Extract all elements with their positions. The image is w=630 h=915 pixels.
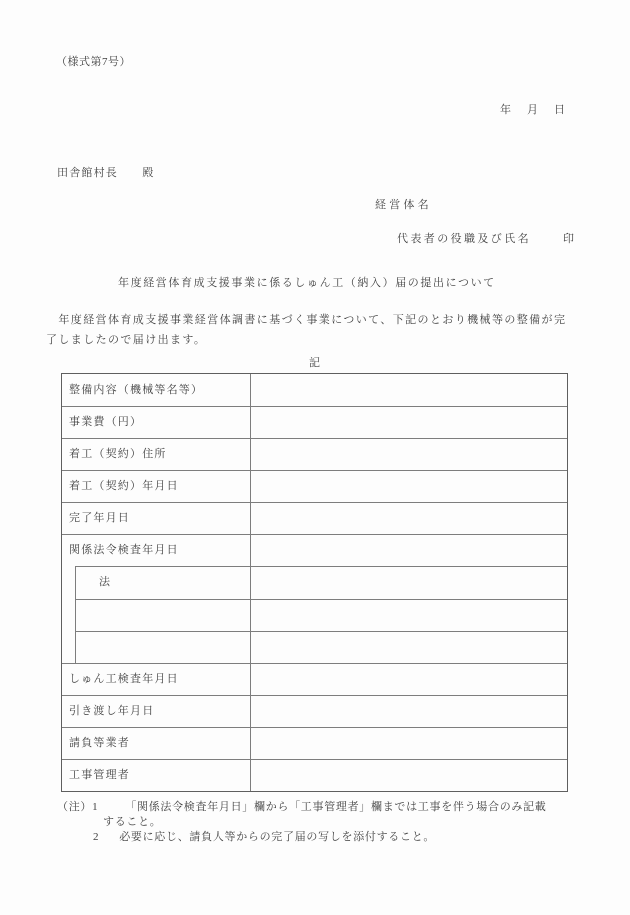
representative-label: 代表者の役職及び氏名 xyxy=(397,233,531,245)
table-row-label: 完了年月日 xyxy=(69,512,130,525)
body-paragraph xyxy=(46,310,572,350)
table-value-cell xyxy=(251,470,567,502)
note-line-2: すること。 xyxy=(103,816,162,828)
nested-section-border xyxy=(75,566,76,662)
entity-name-label: 経営体名 xyxy=(375,199,432,211)
table-value-cell xyxy=(251,438,567,470)
table-value-cell xyxy=(251,599,567,631)
table-row-label: 関係法令検査年月日 xyxy=(69,544,179,557)
body-line-1: 年度経営体育成支援事業経営体調書に基づく事業について、下記のとおり機械等の整備が完 xyxy=(46,314,567,326)
table-row-label: 事業費（円） xyxy=(69,416,143,429)
note-item1-number: 1 xyxy=(92,801,99,813)
table-value-cell xyxy=(251,663,567,695)
table-row-label: 請負等業者 xyxy=(69,736,130,749)
document-title: 年度経営体育成支援事業に係るしゅん工（納入）届の提出について xyxy=(118,277,496,289)
completion-report-table xyxy=(61,373,568,792)
table-row-label: しゅん工検査年月日 xyxy=(69,672,179,685)
table-value-cell xyxy=(251,759,567,791)
table-value-cell xyxy=(251,374,567,406)
table-row-label: 工事管理者 xyxy=(69,768,130,781)
table-row-label: 引き渡し年月日 xyxy=(69,704,155,717)
date-line: 年 月 日 xyxy=(500,104,568,116)
table-value-cell xyxy=(251,534,567,566)
note-item2-text: 必要に応じ、請負人等からの完了届の写しを添付すること。 xyxy=(119,831,436,843)
table-value-cell xyxy=(251,631,567,663)
table-value-cell xyxy=(251,502,567,534)
note-item2-number: 2 xyxy=(93,831,100,843)
table-value-cell xyxy=(251,727,567,759)
addressee-line: 田舎館村長 殿 xyxy=(57,167,155,179)
representative-line xyxy=(397,230,574,246)
record-marker: 記 xyxy=(309,357,321,369)
table-row-label: 整備内容（機械等名等） xyxy=(69,384,204,396)
note-prefix: （注） xyxy=(57,801,93,813)
body-line-2: 了しましたので届け出ます。 xyxy=(46,334,207,346)
table-value-cell xyxy=(251,406,567,438)
table-row-label: 着工（契約）年月日 xyxy=(69,480,179,493)
form-number: （様式第7号） xyxy=(56,56,131,68)
table-value-cell xyxy=(251,566,567,598)
table-row-label: 着工（契約）住所 xyxy=(69,448,167,461)
note-line-1 xyxy=(57,798,547,814)
table-row-label: 法 xyxy=(99,576,112,589)
note-item1-text: 「関係法令検査年月日」欄から「工事管理者」欄までは工事を伴う場合のみ記載 xyxy=(125,801,547,813)
note-line-3 xyxy=(93,828,435,844)
table-value-cell xyxy=(251,695,567,727)
seal-label: 印 xyxy=(563,233,574,245)
